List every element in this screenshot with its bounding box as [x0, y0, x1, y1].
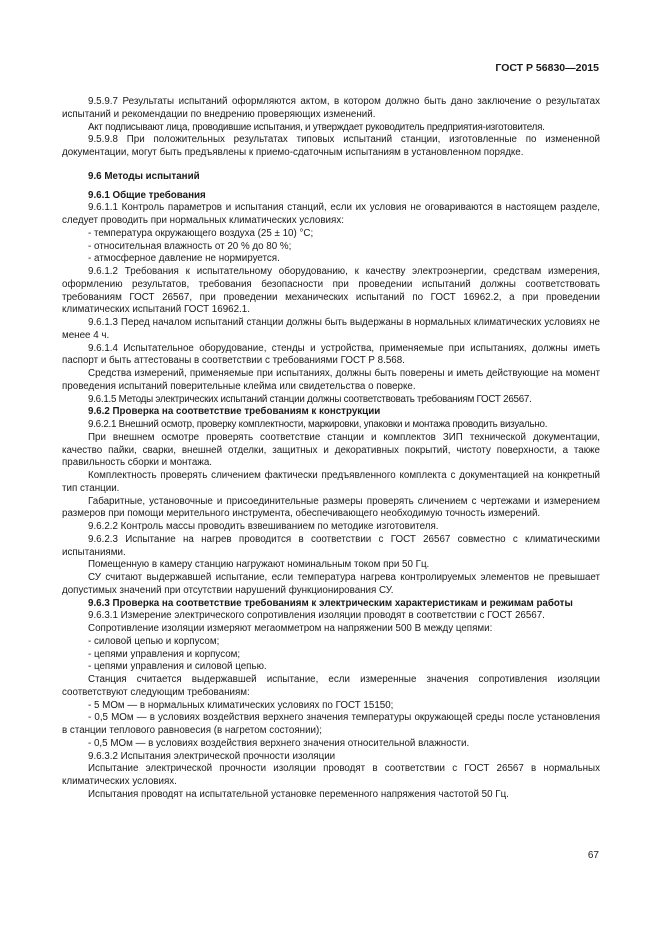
- paragraph: 9.5.9.7 Результаты испытаний оформляются актом, в котором должно быть дано заключение о результатах испытаний и рекомендации по внедрению проверяющих изменений.: [62, 96, 600, 120]
- paragraph: 9.6.1.3 Перед началом испытаний станции должны быть выдержаны в нормальных климатических условиях не менее 4 ч.: [62, 317, 600, 341]
- list-item: - 0,5 МОм — в условиях воздействия верхнего значения относительной влажности.: [88, 737, 470, 749]
- list-item: - силовой цепью и корпусом;: [88, 635, 220, 647]
- page-number: 67: [587, 850, 599, 861]
- document-header: ГОСТ Р 56830—2015: [495, 62, 599, 74]
- paragraph: - 0,5 МОм — в условиях воздействия верхнего значения температуры окружающей среды после установления в станции теплового равновесия (в нагретом состоянии);: [62, 712, 600, 736]
- section-heading: 9.6.1 Общие требования: [88, 189, 206, 201]
- paragraph: 9.6.3.2 Испытания электрической прочности изоляции: [88, 750, 336, 762]
- section-heading: 9.6.2 Проверка на соответствие требованиям к конструкции: [88, 406, 381, 418]
- paragraph: Габаритные, установочные и присоединительные размеры проверять сличением с чертежами и измерением размеров при помощи мерительного инструмента, обеспечивающего необходимую точность измерений.: [62, 495, 600, 520]
- list-item: - 5 МОм — в нормальных климатических условиях по ГОСТ 15150;: [88, 699, 394, 711]
- paragraph: 9.5.9.8 При положительных результатах типовых испытаний станции, изготовленные по измененной документации, могут быть предъявлены к приемо-сдаточным испытаниям в установленном порядке.: [62, 134, 600, 158]
- paragraph: Станция считается выдержавшей испытание, если измеренные значения сопротивления изоляции соответствуют следующим требованиям:: [62, 674, 600, 698]
- paragraph: 9.6.3.1 Измерение электрического сопротивления изоляции проводят в соответствии с ГОСТ 26567.: [88, 610, 545, 622]
- list-item: - атмосферное давление не нормируется.: [88, 253, 280, 265]
- paragraph: 9.6.2.1 Внешний осмотр, проверку комплектности, маркировки, упаковки и монтажа проводить визуально.: [88, 419, 548, 430]
- list-item: - цепями управления и силовой цепью.: [88, 661, 267, 673]
- paragraph: СУ считают выдержавшей испытание, если температура нагрева контролируемых элементов не превышает допустимых значений при отсутствии нарушений функционирования СУ.: [62, 572, 600, 596]
- paragraph: Испытание электрической прочности изоляции проводят в соответствии с ГОСТ 26567 в нормальных климатических условиях.: [62, 763, 600, 787]
- section-heading: 9.6.3 Проверка на соответствие требованиям к электрическим характеристикам и режимам работы: [88, 597, 573, 609]
- section-heading: 9.6 Методы испытаний: [88, 170, 200, 182]
- paragraph: При внешнем осмотре проверять соответствие станции и комплектов ЗИП технической документации, качество пайки, сварки, внешней отделки, защитных и декоративных покрытий, чистоту поверхности, а также правильность сборки и монтажа.: [62, 431, 600, 469]
- paragraph: 9.6.1.4 Испытательное оборудование, стенды и устройства, применяемые при испытаниях, должны иметь паспорт и быть аттестованы в соответствии с требованиями ГОСТ Р 8.568.: [62, 342, 600, 367]
- paragraph: Испытания проводят на испытательной установке переменного напряжения частотой 50 Гц.: [88, 788, 509, 800]
- paragraph: Сопротивление изоляции измеряют мегаомметром на напряжении 500 В между цепями:: [88, 623, 493, 634]
- paragraph: Средства измерений, применяемые при испытаниях, должны быть поверены и иметь действующие на момент проведения испытаний поверительные клейма или свидетельства о поверке.: [62, 368, 600, 392]
- paragraph: 9.6.1.5 Методы электрических испытаний станции должны соответствовать требованиям ГОСТ 26567.: [88, 393, 532, 405]
- paragraph: Акт подписывают лица, проводившие испытания, и утверждает руководитель предприятия-изготовителя.: [88, 121, 545, 133]
- paragraph: 9.6.1.1 Контроль параметров и испытания станций, если их условия не оговариваются в настоящем разделе, следует проводить при нормальных климатических условиях:: [62, 202, 600, 226]
- paragraph: Помещенную в камеру станцию нагружают номинальным током при 50 Гц.: [88, 559, 430, 571]
- paragraph: 9.6.1.2 Требования к испытательному оборудованию, к качеству электроэнергии, средствам измерения, оформлению результатов, требования безопасности при проведении испытаний должны соответствовать требованиям ГОСТ 26567, при проведении механических испытаний по ГОСТ 16962.2, а при проведении климатических испытаний ГОСТ 16962.1.: [62, 266, 600, 316]
- paragraph: Комплектность проверять сличением фактически предъявленного комплекта с документацией на конкретный тип станции.: [62, 470, 600, 494]
- list-item: - температура окружающего воздуха (25 ± 10) °C;: [88, 227, 314, 239]
- list-item: - относительная влажность от 20 % до 80 %;: [88, 240, 292, 252]
- document-body: [62, 96, 600, 802]
- paragraph: 9.6.2.3 Испытание на нагрев проводится в соответствии с ГОСТ 26567 совместно с климатическими испытаниями.: [62, 533, 600, 558]
- paragraph: 9.6.2.2 Контроль массы проводить взвешиванием по методике изготовителя.: [88, 521, 439, 532]
- list-item: - цепями управления и корпусом;: [88, 648, 241, 660]
